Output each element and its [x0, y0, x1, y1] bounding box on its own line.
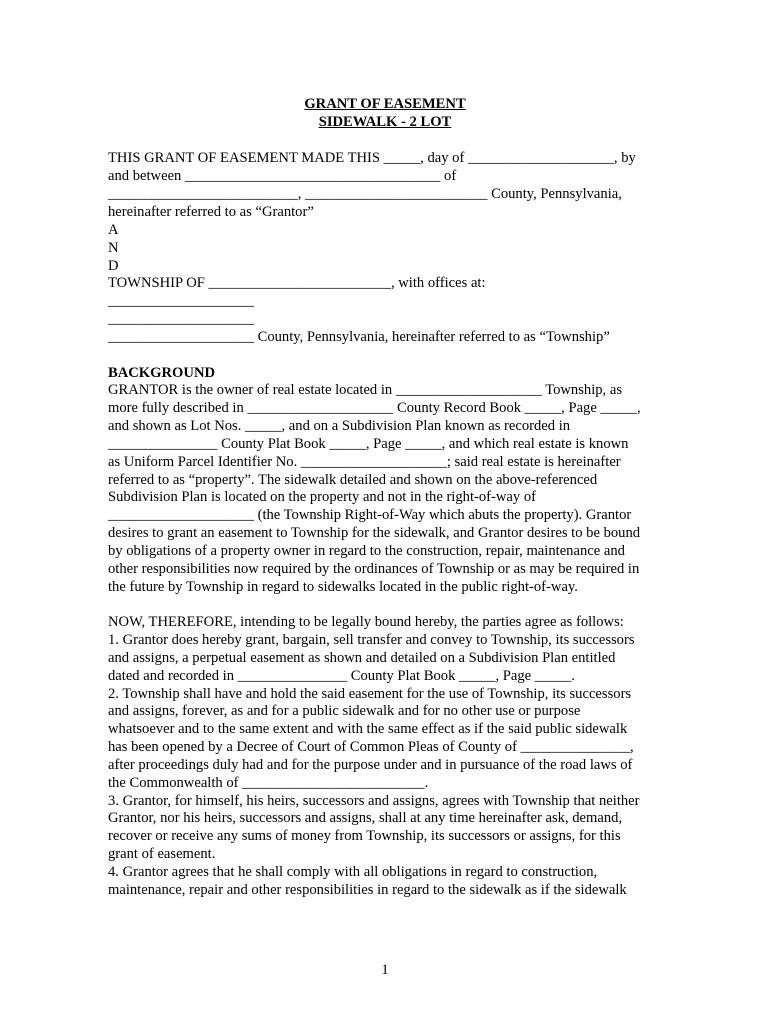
body-line: _______________ County Plat Book _____, Page _____, and which real estate is known [108, 436, 629, 452]
body-line: D [108, 258, 119, 274]
document-subtitle: SIDEWALK - 2 LOT [318, 114, 452, 130]
body-line: whatsoever and to the same extent and with the same effect as if the said public sidewalk [108, 721, 628, 737]
body-line: maintenance, repair and other responsibilities in regard to the sidewalk as if the sidewalk [108, 882, 627, 898]
body-line: recover or receive any sums of money from Township, its successors or assigns, for this [108, 828, 621, 844]
body-line: and shown as Lot Nos. _____, and on a Subdivision Plan known as recorded in [108, 418, 571, 434]
body-line: the future by Township in regard to sidewalks located in the public right-of-way. [108, 579, 578, 595]
body-line: ____________________ County, Pennsylvania, hereinafter referred to as “Township” [108, 329, 610, 345]
body-line: grant of easement. [108, 846, 216, 862]
body-line: Grantor, nor his heirs, successors and assigns, shall at any time hereinafter ask, demand, [108, 810, 623, 826]
body-line: hereinafter referred to as “Grantor” [108, 204, 314, 220]
body-line: and assigns, forever, as and for a public sidewalk and for no other use or purpose [108, 703, 581, 719]
document-title: GRANT OF EASEMENT [304, 96, 466, 112]
body-line: A [108, 222, 119, 238]
body-line: ____________________ (the Township Right-of-Way which abuts the property). Grantor [108, 507, 632, 523]
body-line: more fully described in ____________________ County Record Book _____, Page _____, [108, 400, 641, 416]
body-line: the Commonwealth of _________________________. [108, 775, 429, 791]
body-line: other responsibilities now required by the ordinances of Township or as may be required in [108, 561, 640, 577]
body-line: as Uniform Parcel Identifier No. ____________________; said real estate is hereinafter [108, 454, 621, 470]
body-line: THIS GRANT OF EASEMENT MADE THIS _____, day of ____________________, by [108, 150, 636, 166]
body-line: after proceedings duly had and for the purpose under and in pursuance of the road laws of [108, 757, 633, 773]
body-line: by obligations of a property owner in regard to the construction, repair, maintenance and [108, 543, 625, 559]
body-line: Subdivision Plan is located on the property and not in the right-of-way of [108, 489, 537, 505]
body-line: 2. Township shall have and hold the said easement for the use of Township, its successors [108, 686, 632, 702]
body-line: referred to as “property”. The sidewalk detailed and shown on the above-referenced [108, 472, 598, 488]
body-line: N [108, 240, 119, 256]
body-line: ____________________ [108, 293, 254, 309]
body-line: 4. Grantor agrees that he shall comply with all obligations in regard to construction, [108, 864, 598, 880]
body-line: dated and recorded in _______________ County Plat Book _____, Page _____. [108, 668, 575, 684]
section-heading-background: BACKGROUND [108, 365, 216, 381]
body-line: NOW, THEREFORE, intending to be legally bound hereby, the parties agree as follows: [108, 614, 624, 630]
body-line: GRANTOR is the owner of real estate located in ____________________ Township, as [108, 382, 623, 398]
body-line: 1. Grantor does hereby grant, bargain, sell transfer and convey to Township, its successors [108, 632, 635, 648]
body-line: __________________________, _________________________ County, Pennsylvania, [108, 186, 622, 202]
body-line: and assigns, a perpetual easement as shown and detailed on a Subdivision Plan entitled [108, 650, 616, 666]
body-line: and between ___________________________________ of [108, 168, 457, 184]
page-number: 1 [381, 962, 389, 978]
body-line: has been opened by a Decree of Court of Common Pleas of County of _______________, [108, 739, 634, 755]
body-line: TOWNSHIP OF _________________________, with offices at: [108, 275, 486, 291]
body-line: ____________________ [108, 311, 254, 327]
body-line: 3. Grantor, for himself, his heirs, successors and assigns, agrees with Township that neither [108, 793, 640, 809]
body-line: desires to grant an easement to Township for the sidewalk, and Grantor desires to be bound [108, 525, 641, 541]
